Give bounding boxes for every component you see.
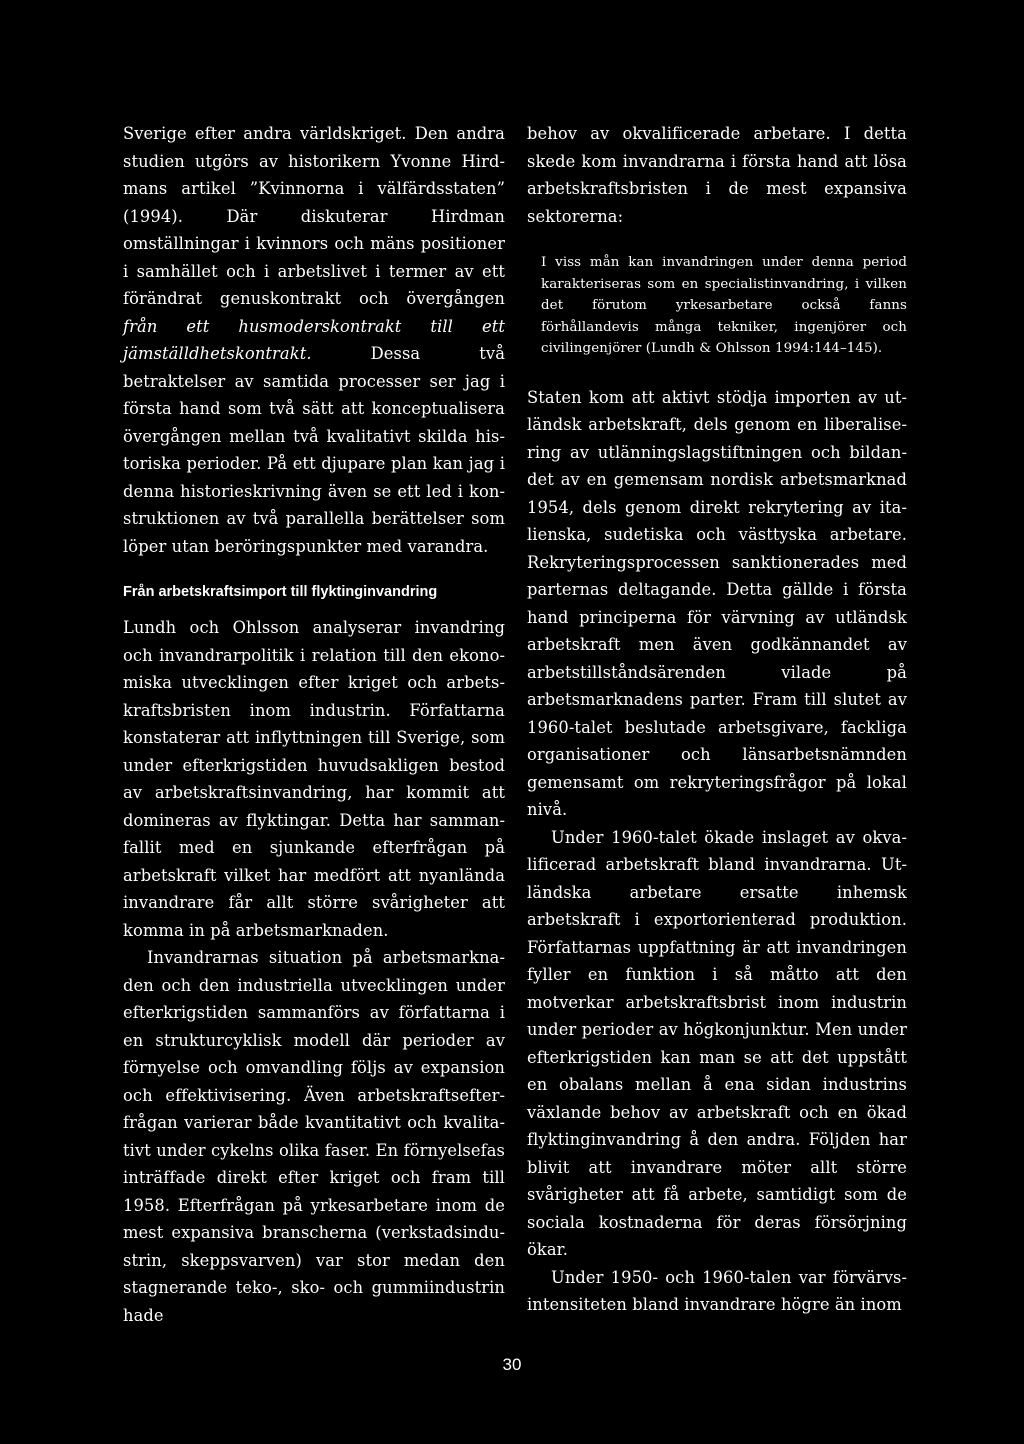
body-paragraph: behov av okvalificerade arbetare. I detta skede kom invandrarna i första hand att lösa arbetskraftsbristen i de mest expansiva sektorerna: — [527, 124, 907, 226]
body-paragraph: Invandrarnas situation på arbetsmarknaden och den industriella utvecklingen under efterkrigstiden sammanförs av författarna i en strukturcyklisk modell där perioder av förnyelse och omvandling följs av expansion och effektivisering. Även arbetskraftsefterfrågan varierar både kvantitativt och kvalitativt under cykelns olika faser. En förnyelsefas inträffade direkt efter kriget och fram till 1958. Efterfrågan på yrkesarbetare inom de mest expansiva branscherna (verkstadsindustrin, skeppsvarven) var stor medan den stagnerande teko-, sko- och gummiindustrin hade — [123, 948, 505, 1325]
right-column — [527, 120, 907, 1319]
body-paragraph: Lundh och Ohlsson analyserar invandring och invandrarpolitik i relation till den ekonomiska utvecklingen efter kriget och arbetskraftsbristen inom industrin. Författarna konstaterar att inflyttningen till Sverige, som under efterkrigstiden huvudsakligen bestod av arbetskraftsinvandring, har kommit att domineras av flyktingar. Detta har sammanfallit med en sjunkande efterfrågan på arbetskraft vilket har medfört att nyanlända invandrare får allt större svårigheter att komma in på arbetsmarknaden. — [123, 618, 505, 940]
page-number: 30 — [502, 1355, 522, 1374]
italic-phrase: från ett husmoderskontrakt till ett jämställdhetskontrakt. — [123, 316, 505, 363]
block-quote: I viss mån kan invandringen under denna period karakteriseras som en specialistinvandring, i vilken det förutom yrkesarbetare också fanns förhållandevis många tekniker, ingenjörer och civilingenjörer (Lundh & Ohlsson 1994:144–145). — [541, 255, 907, 357]
body-paragraph: Under 1960-talet ökade inslaget av okvalificerad arbetskraft bland invandrarna. Utländska arbetare ersatte inhemsk arbetskraft i exportorienterad produktion. Författarnas uppfattning är att invandringen fyller en funktion i så måtto att den motverkar arbetskraftsbrist inom industrin under perioder av högkonjunktur. Men under efterkrigstiden kan man se att det uppstått en obalans mellan å ena sidan industrins växlande behov av arbetskraft och en ökad flyktinginvandring å den andra. Följden har blivit att invandrare möter allt större svårigheter att få arbete, samtidigt som de sociala kostnaderna för deras försörjning ökar. — [527, 827, 907, 1260]
left-column — [123, 120, 505, 1329]
section-heading: Från arbetskraftsimport till flyktinginvandring — [123, 584, 438, 600]
body-paragraph: Under 1950- och 1960-talen var förvärvsintensiteten bland invandrare högre än inom — [527, 1267, 907, 1315]
body-paragraph: Staten kom att aktivt stödja importen av utländsk arbetskraft, dels genom en liberalisering av utlänningslagstiftningen och bildandet av en gemensam nordisk arbetsmarknad 1954, dels genom direkt rekrytering av italienska, sudetiska och västtyska arbetare. Rekryteringsprocessen sanktionerades med parternas deltagande. Detta gällde i första hand principerna för värvning av utländsk arbetskraft men även godkännandet av arbetstillståndsärenden vilade på arbetsmarknadens parter. Fram till slutet av 1960-talet beslutade arbetsgivare, fackliga organisationer och länsarbetsnämnden gemensamt om rekryteringsfrågor på lokal nivå. — [527, 387, 907, 820]
body-paragraph: Sverige efter andra världskriget. Den andra studien utgörs av historikern Yvonne Hirdmans artikel ”Kvinnorna i välfärdsstaten” (1994). Där diskuterar Hirdman omställningar i kvinnors och mäns positioner i samhället och i arbetslivet i termer av ett förändrat genuskontrakt och övergången från ett husmoderskontrakt till ett jämställdhetskontrakt. Dessa två betraktelser av samtida processer ser jag i första hand som två sätt att konceptualisera övergången mellan två kvalitativt skilda historiska perioder. På ett djupare plan kan jag i denna historieskrivning även se ett led i konstruktionen av två parallella berättelser som löper utan beröringspunkter med varandra. — [123, 124, 505, 556]
